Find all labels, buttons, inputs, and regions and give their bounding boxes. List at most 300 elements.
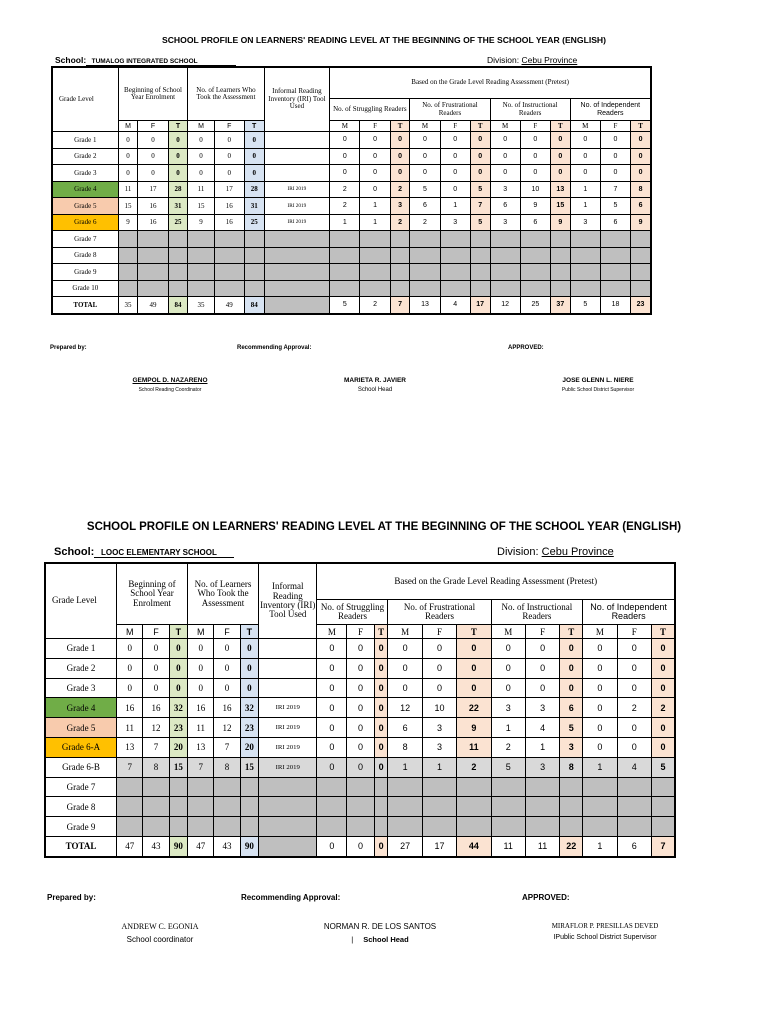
pretest-cell	[410, 264, 440, 281]
pretest-cell: 22	[457, 698, 491, 718]
enrolment-cell: 0	[118, 132, 138, 149]
pretest-cell: 0	[651, 658, 674, 678]
pretest-cell	[525, 777, 559, 797]
instructional-readers-header: No. of Instructional Readers	[491, 600, 583, 625]
total-cell: 0	[317, 836, 347, 856]
pretest-cell: 0	[560, 639, 583, 659]
signatory-3-role: Public School District Supervisor	[561, 387, 635, 393]
enrolment-cell: 8	[143, 757, 169, 777]
pretest-cell	[422, 797, 456, 817]
pretest-cell: 0	[347, 737, 374, 757]
pretest-cell	[560, 817, 583, 837]
enrolment-cell	[240, 817, 258, 837]
pretest-cell	[390, 247, 410, 264]
enrolment-cell: 0	[169, 678, 187, 698]
pretest-cell: 6	[388, 718, 422, 738]
pretest-cell: 0	[360, 132, 390, 149]
m-header: M	[188, 121, 214, 132]
pretest-cell	[374, 797, 388, 817]
pretest-cell: 3	[570, 214, 600, 231]
enrolment-cell	[244, 231, 264, 248]
pretest-cell: 0	[583, 658, 617, 678]
m-header: M	[317, 625, 347, 639]
m-header: M	[583, 625, 617, 639]
enrolment-cell	[214, 231, 244, 248]
pretest-cell	[550, 280, 570, 297]
doc1-school-line	[55, 55, 236, 66]
pretest-cell: 0	[422, 678, 456, 698]
total-cell: 37	[550, 297, 570, 314]
total-cell: 7	[651, 836, 674, 856]
enrolment-cell: 31	[244, 198, 264, 215]
pretest-cell: 0	[550, 165, 570, 182]
enrolment-cell: 25	[244, 214, 264, 231]
pretest-cell: 10	[520, 181, 550, 198]
pretest-cell: 3	[560, 737, 583, 757]
enrolment-cell	[118, 264, 138, 281]
enrolment-cell: 16	[143, 698, 169, 718]
enrolment-cell: 0	[118, 148, 138, 165]
pretest-cell: 2	[390, 181, 410, 198]
table-row	[46, 817, 675, 837]
enrolment-cell: 16	[188, 698, 214, 718]
enrolment-cell: 32	[169, 698, 187, 718]
enrolment-cell: 13	[188, 737, 214, 757]
enrolment-cell: 0	[244, 132, 264, 149]
pretest-cell: 4	[525, 718, 559, 738]
pretest-cell: 0	[457, 678, 491, 698]
total-cell: 0	[347, 836, 374, 856]
total-cell: 47	[188, 836, 214, 856]
enrolment-cell: 20	[169, 737, 187, 757]
table-row	[53, 198, 651, 215]
pretest-cell: 6	[600, 214, 630, 231]
total-cell: 22	[560, 836, 583, 856]
enrolment-cell: 7	[214, 737, 240, 757]
pretest-cell: 0	[560, 678, 583, 698]
pretest-cell: 2	[617, 698, 651, 718]
iri-cell	[264, 280, 330, 297]
total-cell: 44	[457, 836, 491, 856]
pretest-cell: 6	[560, 698, 583, 718]
enrolment-cell	[188, 264, 214, 281]
t-header: T	[651, 625, 674, 639]
enrolment-cell	[138, 280, 168, 297]
total-cell: 49	[138, 297, 168, 314]
m-header: M	[118, 121, 138, 132]
total-cell: 23	[631, 297, 651, 314]
enrolment-cell	[188, 777, 214, 797]
pretest-cell	[570, 280, 600, 297]
table-row	[46, 678, 675, 698]
enrolment-cell: 0	[118, 165, 138, 182]
t-header: T	[240, 625, 258, 639]
pretest-cell: 0	[583, 698, 617, 718]
pretest-cell	[490, 247, 520, 264]
pretest-cell: 9	[520, 198, 550, 215]
prepared-by-label: Prepared by:	[47, 893, 96, 902]
pretest-cell	[491, 777, 525, 797]
grade-cell: Grade 5	[46, 718, 117, 738]
f-header: F	[360, 121, 390, 132]
enrolment-cell	[188, 817, 214, 837]
iri-cell	[264, 165, 330, 182]
iri-cell: IRI 2019	[259, 737, 317, 757]
enrolment-cell: 0	[214, 165, 244, 182]
total-cell: 27	[388, 836, 422, 856]
pretest-cell	[583, 797, 617, 817]
enrolment-cell: 11	[118, 181, 138, 198]
enrolment-cell: 0	[214, 658, 240, 678]
pretest-cell: 5	[410, 181, 440, 198]
pretest-cell: 0	[330, 132, 360, 149]
f-header: F	[617, 625, 651, 639]
total-cell: 0	[374, 836, 388, 856]
enrolment-cell: 12	[214, 718, 240, 738]
grade-cell: Grade 8	[53, 247, 119, 264]
pretest-cell	[631, 247, 651, 264]
pretest-cell	[617, 777, 651, 797]
pretest-cell: 3	[525, 698, 559, 718]
enrolment-cell: 17	[214, 181, 244, 198]
pretest-cell: 0	[330, 165, 360, 182]
pretest-cell	[631, 264, 651, 281]
pretest-cell: 0	[390, 148, 410, 165]
pretest-cell: 6	[410, 198, 440, 215]
enrolment-cell	[214, 280, 244, 297]
enrolment-cell	[118, 247, 138, 264]
enrolment-cell	[240, 777, 258, 797]
pretest-cell: 5	[560, 718, 583, 738]
grade-cell: Grade 6	[53, 214, 119, 231]
enrolment-cell: 0	[168, 132, 188, 149]
pretest-cell: 0	[631, 132, 651, 149]
pretest-cell: 0	[360, 165, 390, 182]
pretest-cell: 0	[583, 737, 617, 757]
pretest-cell: 2	[491, 737, 525, 757]
pretest-cell: 0	[317, 678, 347, 698]
enrolment-cell: 0	[240, 639, 258, 659]
mft-header-row	[53, 121, 651, 132]
t-header: T	[168, 121, 188, 132]
table-row	[46, 639, 675, 659]
enrolment-cell: 17	[138, 181, 168, 198]
grade-cell: Grade 9	[53, 264, 119, 281]
enrolment-cell: 15	[118, 198, 138, 215]
total-label: TOTAL	[46, 836, 117, 856]
pretest-cell: 0	[491, 639, 525, 659]
grade-cell: Grade 8	[46, 797, 117, 817]
enrolment-cell: 25	[168, 214, 188, 231]
signatory-1-role: School coordinator	[126, 935, 194, 944]
table-row	[53, 231, 651, 248]
pretest-cell	[520, 264, 550, 281]
enrolment-cell: 0	[138, 165, 168, 182]
pretest-cell: 3	[491, 698, 525, 718]
total-cell: 5	[330, 297, 360, 314]
signatory-1-name: ANDREW C. EGONIA	[121, 922, 199, 931]
pretest-cell: 0	[550, 132, 570, 149]
pretest-cell: 0	[631, 148, 651, 165]
pretest-cell: 0	[330, 148, 360, 165]
enrolment-cell: 15	[188, 198, 214, 215]
enrolment-cell: 15	[169, 757, 187, 777]
enrolment-cell: 0	[188, 678, 214, 698]
enrolment-cell: 0	[214, 148, 244, 165]
pretest-cell: 9	[550, 214, 570, 231]
enrolment-cell: 0	[214, 639, 240, 659]
pretest-cell: 0	[600, 165, 630, 182]
pretest-cell: 0	[457, 658, 491, 678]
pretest-cell	[617, 797, 651, 817]
enrolment-cell	[188, 797, 214, 817]
enrolment-cell	[214, 247, 244, 264]
f-header: F	[422, 625, 456, 639]
iri-cell	[264, 148, 330, 165]
pretest-cell	[457, 777, 491, 797]
enrolment-cell: 28	[168, 181, 188, 198]
pretest-cell	[570, 264, 600, 281]
doc2-title: SCHOOL PROFILE ON LEARNERS' READING LEVEL AT THE BEGINNING OF THE SCHOOL YEAR (ENGLISH)	[86, 521, 682, 533]
pretest-cell	[490, 264, 520, 281]
pretest-cell	[440, 231, 470, 248]
enrolment-cell: 9	[118, 214, 138, 231]
table-row	[53, 181, 651, 198]
signatory-2	[310, 922, 450, 944]
pretest-cell: 0	[422, 658, 456, 678]
pretest-cell: 0	[617, 718, 651, 738]
pretest-cell: 10	[422, 698, 456, 718]
pretest-cell: 0	[550, 148, 570, 165]
grade-cell: Grade 7	[46, 777, 117, 797]
pretest-cell: 0	[491, 678, 525, 698]
pretest-cell: 0	[440, 132, 470, 149]
pretest-cell: 7	[470, 198, 490, 215]
pretest-cell: 0	[651, 678, 674, 698]
pretest-cell: 0	[317, 639, 347, 659]
t-header: T	[390, 121, 410, 132]
mft-header-row	[46, 625, 675, 639]
school-label: School:	[55, 55, 87, 65]
pretest-cell: 1	[422, 757, 456, 777]
iri-cell	[264, 132, 330, 149]
signatory-2-role: | School Head	[351, 935, 409, 944]
m-header: M	[188, 625, 214, 639]
total-cell: 1	[583, 836, 617, 856]
pretest-cell: 4	[617, 757, 651, 777]
iri-tool-header: Informal Reading Inventory (IRI) Tool Used	[264, 68, 330, 132]
pretest-cell: 11	[457, 737, 491, 757]
pretest-cell: 5	[491, 757, 525, 777]
grade-cell: Grade 1	[53, 132, 119, 149]
pretest-cell	[651, 817, 674, 837]
enrolment-cell: 0	[188, 639, 214, 659]
independent-readers-header: No. of Independent Readers	[570, 99, 650, 121]
independent-readers-header: No. of Independent Readers	[583, 600, 675, 625]
pretest-cell: 0	[570, 148, 600, 165]
pretest-cell	[390, 231, 410, 248]
doc1-reading-table	[52, 67, 651, 314]
table-row	[53, 247, 651, 264]
recommending-label: Recommending Approval:	[241, 893, 341, 902]
pretest-cell: 0	[470, 148, 490, 165]
enrolment-cell: 20	[240, 737, 258, 757]
enrolment-cell: 0	[240, 658, 258, 678]
table-row	[53, 165, 651, 182]
pretest-cell	[360, 280, 390, 297]
grade-cell: Grade 5	[53, 198, 119, 215]
pretest-cell: 0	[388, 639, 422, 659]
signatory-1	[90, 922, 230, 944]
pretest-cell: 0	[583, 678, 617, 698]
pretest-cell	[440, 247, 470, 264]
pretest-cell: 5	[600, 198, 630, 215]
pretest-cell: 0	[410, 165, 440, 182]
pretest-cell: 0	[347, 658, 374, 678]
pretest-cell: 0	[388, 658, 422, 678]
enrolment-cell	[214, 817, 240, 837]
pretest-cell: 0	[470, 132, 490, 149]
table-row	[46, 777, 675, 797]
grade-cell: Grade 6-A	[46, 737, 117, 757]
pretest-cell	[600, 264, 630, 281]
pretest-cell	[470, 231, 490, 248]
enrolment-cell: 0	[214, 132, 244, 149]
doc2-reading-table	[45, 563, 675, 857]
iri-cell: IRI 2019	[264, 198, 330, 215]
pretest-cell: 0	[374, 678, 388, 698]
enrolment-cell	[118, 280, 138, 297]
pretest-cell: 0	[360, 181, 390, 198]
t-header: T	[631, 121, 651, 132]
pretest-cell	[525, 817, 559, 837]
enrolment-cell: 31	[168, 198, 188, 215]
pretest-cell: 3	[422, 718, 456, 738]
pretest-cell	[490, 280, 520, 297]
pretest-cell	[410, 280, 440, 297]
pretest-cell: 8	[631, 181, 651, 198]
pretest-cell: 3	[440, 214, 470, 231]
pretest-cell: 5	[651, 757, 674, 777]
enrolment-cell: 0	[188, 148, 214, 165]
enrolment-cell: 0	[168, 148, 188, 165]
m-header: M	[490, 121, 520, 132]
pretest-cell: 2	[651, 698, 674, 718]
pretest-cell: 0	[440, 148, 470, 165]
pretest-cell: 1	[570, 198, 600, 215]
total-cell: 84	[168, 297, 188, 314]
pretest-cell: 5	[470, 181, 490, 198]
took-assessment-header: No. of Learners Who Took the Assessment	[188, 564, 259, 625]
pretest-cell: 0	[583, 639, 617, 659]
pretest-cell	[390, 264, 410, 281]
enrolment-cell	[244, 247, 264, 264]
total-cell: 47	[117, 836, 143, 856]
total-cell: 90	[169, 836, 187, 856]
pretest-cell	[651, 777, 674, 797]
f-header: F	[138, 121, 168, 132]
enrolment-cell: 8	[214, 757, 240, 777]
pretest-cell: 0	[525, 658, 559, 678]
grade-cell: Grade 2	[53, 148, 119, 165]
pretest-cell: 3	[525, 757, 559, 777]
pretest-cell: 2	[330, 181, 360, 198]
struggling-readers-header: No. of Struggling Readers	[317, 600, 388, 625]
enrolment-cell: 15	[240, 757, 258, 777]
iri-cell	[264, 264, 330, 281]
pretest-cell: 8	[560, 757, 583, 777]
pretest-cell	[388, 777, 422, 797]
enrolment-cell: 9	[188, 214, 214, 231]
pretest-cell	[457, 817, 491, 837]
enrolment-cell	[169, 777, 187, 797]
enrolment-cell	[138, 247, 168, 264]
prepared-by-label: Prepared by:	[50, 345, 87, 351]
pretest-cell	[440, 280, 470, 297]
frustrational-readers-header: No. of Frustrational Readers	[388, 600, 491, 625]
pretest-cell	[422, 817, 456, 837]
iri-cell	[259, 797, 317, 817]
pretest-cell: 1	[491, 718, 525, 738]
pretest-cell: 9	[457, 718, 491, 738]
enrolment-cell: 0	[244, 165, 264, 182]
school-label: School:	[54, 546, 95, 558]
pretest-cell: 12	[388, 698, 422, 718]
enrolment-cell: 7	[143, 737, 169, 757]
signatory-2-name: NORMAN R. DE LOS SANTOS	[323, 922, 437, 931]
pretest-cell: 0	[317, 658, 347, 678]
total-cell: 25	[520, 297, 550, 314]
enrolment-cell: 28	[244, 181, 264, 198]
enrolment-cell	[240, 797, 258, 817]
t-header: T	[470, 121, 490, 132]
enrolment-cell	[168, 247, 188, 264]
pretest-cell	[583, 777, 617, 797]
table-row	[46, 718, 675, 738]
enrolment-cell: 0	[143, 639, 169, 659]
pretest-cell	[470, 264, 490, 281]
enrolment-cell	[244, 264, 264, 281]
enrolment-cell: 0	[143, 678, 169, 698]
pretest-cell	[360, 264, 390, 281]
enrolment-cell: 0	[117, 678, 143, 698]
iri-cell	[264, 297, 330, 314]
table-row	[46, 757, 675, 777]
pretest-cell	[347, 797, 374, 817]
pretest-cell	[631, 231, 651, 248]
enrolment-cell	[138, 231, 168, 248]
pretest-cell	[600, 247, 630, 264]
pretest-cell	[317, 777, 347, 797]
enrolment-cell	[168, 280, 188, 297]
f-header: F	[525, 625, 559, 639]
enrolment-cell: 0	[188, 165, 214, 182]
iri-cell: IRI 2019	[264, 214, 330, 231]
doc1-division	[487, 55, 577, 65]
t-header: T	[550, 121, 570, 132]
table-row	[53, 214, 651, 231]
pretest-cell	[410, 247, 440, 264]
table-row	[53, 132, 651, 149]
f-header: F	[347, 625, 374, 639]
iri-cell	[259, 817, 317, 837]
pretest-cell: 0	[410, 148, 440, 165]
pretest-cell: 1	[525, 737, 559, 757]
enrolment-cell: 0	[138, 148, 168, 165]
instructional-readers-header: No. of Instructional Readers	[490, 99, 570, 121]
iri-tool-header: Informal Reading Inventory (IRI) Tool Used	[259, 564, 317, 639]
table-row	[46, 658, 675, 678]
